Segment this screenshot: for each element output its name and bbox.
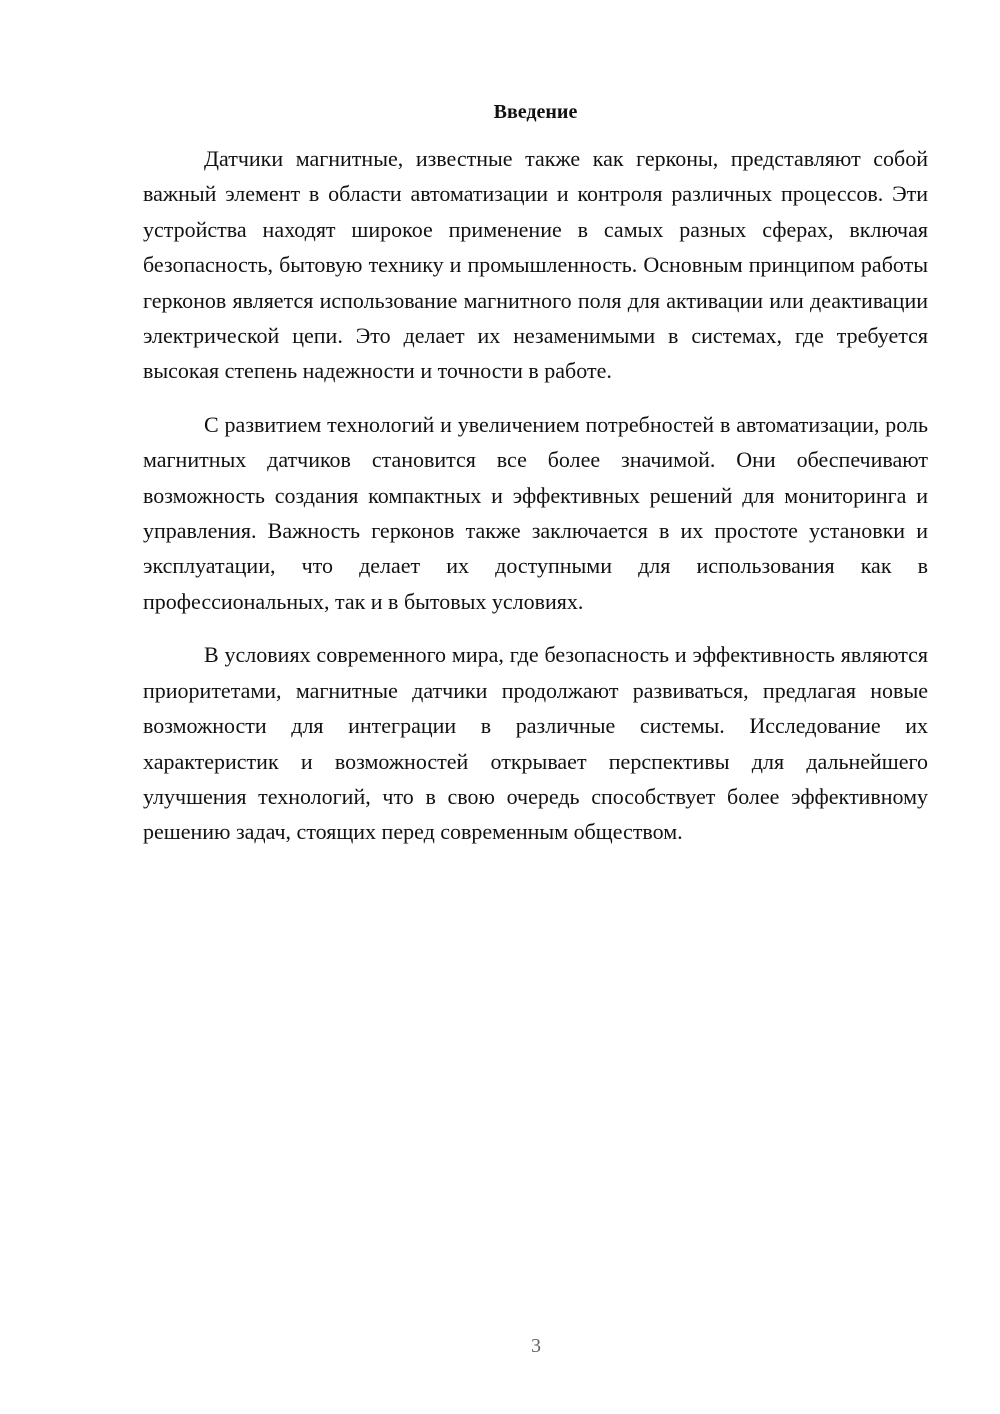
body-text <box>143 141 928 868</box>
paragraph-3: В условиях современного мира, где безопасность и эффективность являются приоритетами, магнитные датчики продолжают развиваться, предлагая новые возможности для интеграции в различные системы. Исследование их характеристик и возможностей открывает перспективы для дальнейшего улучшения технологий, что в свою очередь способствует более эффективному решению задач, стоящих перед современным обществом. <box>143 642 928 845</box>
paragraph-2: С развитием технологий и увеличением потребностей в автоматизации, роль магнитных датчиков становится все более значимой. Они обеспечивают возможность создания компактных и эффективных решений для мониторинга и управления. Важность герконов также заключается в их простоте установки и эксплуатации, что делает их доступными для использования как в профессиональных, так и в бытовых условиях. <box>143 411 928 614</box>
page-number: 3 <box>531 1335 541 1357</box>
paragraph-1: Датчики магнитные, известные также как герконы, представляют собой важный элемент в области автоматизации и контроля различных процессов. Эти устройства находят широкое применение в самых разных сферах, включая безопасность, бытовую технику и промышленность. Основным принципом работы герконов является использование магнитного поля для активации или деактивации электрической цепи. Это делает их незаменимыми в системах, где требуется высокая степень надежности и точности в работе. <box>143 146 928 384</box>
section-heading: Введение <box>493 101 578 123</box>
